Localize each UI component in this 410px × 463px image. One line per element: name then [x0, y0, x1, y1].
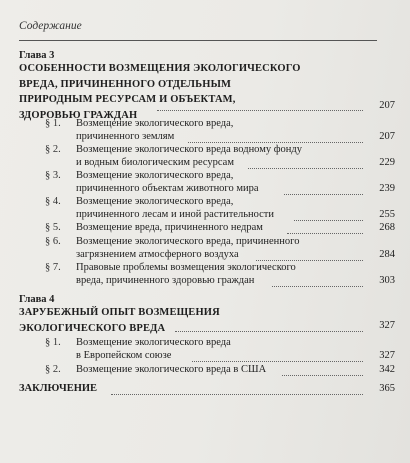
section-leader — [294, 220, 363, 221]
running-header: Содержание — [19, 20, 82, 32]
chapter-3-title-line: ВРЕДА, ПРИЧИНЕННОГО ОТДЕЛЬНЫМ — [19, 78, 232, 90]
section-leader — [256, 260, 363, 261]
section-title-line[interactable]: вреда, причиненного здоровью граждан — [76, 275, 255, 286]
section-title-line[interactable]: причиненного лесам и иной растительности — [76, 209, 274, 220]
section-title-line[interactable]: загрязнением атмосферного воздуха — [76, 249, 239, 260]
section-title-line[interactable]: Правовые проблемы возмещения экологического — [76, 262, 296, 273]
section-title-line[interactable]: Возмещение вреда, причиненного недрам — [76, 222, 263, 233]
section-leader — [272, 286, 363, 287]
section-number: § 1. — [45, 118, 61, 129]
section-title-line[interactable]: Возмещение экологического вреда в США — [76, 364, 267, 375]
chapter-4-leader — [175, 331, 363, 332]
chapter-4-label: Глава 4 — [19, 294, 55, 305]
section-title-line[interactable]: Возмещение экологического вреда — [76, 337, 231, 348]
section-number: § 2. — [45, 144, 61, 155]
section-title-line[interactable]: в Европейском союзе — [76, 350, 172, 361]
section-number: § 7. — [45, 262, 61, 273]
chapter-3-page[interactable]: 207 — [379, 100, 395, 111]
header-rule — [19, 40, 377, 41]
section-page[interactable]: 303 — [379, 275, 395, 286]
section-leader — [188, 142, 363, 143]
section-page[interactable]: 268 — [379, 222, 395, 233]
section-number: § 4. — [45, 196, 61, 207]
section-title-line[interactable]: Возмещение экологического вреда водному фонду — [76, 144, 303, 155]
chapter-3-title-line: ЗДОРОВЬЮ ГРАЖДАН — [19, 109, 138, 121]
section-page[interactable]: 239 — [379, 183, 395, 194]
section-page[interactable]: 229 — [379, 157, 395, 168]
chapter-3-leader — [157, 110, 363, 111]
chapter-3-title-line: ОСОБЕННОСТИ ВОЗМЕЩЕНИЯ ЭКОЛОГИЧЕСКОГО — [19, 63, 301, 74]
chapter-3-title — [19, 61, 301, 123]
chapter-3-title-line: ПРИРОДНЫМ РЕСУРСАМ И ОБЪЕКТАМ, — [19, 94, 236, 105]
section-number: § 6. — [45, 236, 61, 247]
chapter-4-title-line: ЭКОЛОГИЧЕСКОГО ВРЕДА — [19, 322, 166, 334]
section-title-line[interactable]: Возмещение экологического вреда, — [76, 118, 234, 129]
section-leader — [248, 168, 363, 169]
section-leader — [287, 233, 363, 234]
section-page[interactable]: 255 — [379, 209, 395, 220]
section-page[interactable]: 284 — [379, 249, 395, 260]
section-title-line[interactable]: Возмещение экологического вреда, — [76, 170, 234, 181]
chapter-3-label: Глава 3 — [19, 50, 55, 61]
conclusion-leader — [111, 394, 363, 395]
section-title-line[interactable]: Возмещение экологического вреда, причиненного — [76, 236, 300, 247]
section-title-line[interactable]: причиненного землям — [76, 131, 175, 142]
section-page[interactable]: 207 — [379, 131, 395, 142]
section-number: § 5. — [45, 222, 61, 233]
section-page[interactable]: 327 — [379, 350, 395, 361]
chapter-4-page[interactable]: 327 — [379, 320, 395, 331]
section-title-line[interactable]: причиненного объектам животного мира — [76, 183, 259, 194]
chapter-4-title-line: ЗАРУБЕЖНЫЙ ОПЫТ ВОЗМЕЩЕНИЯ — [19, 307, 220, 318]
section-leader — [284, 194, 363, 195]
conclusion-page[interactable]: 365 — [379, 383, 395, 394]
section-title-line[interactable]: и водным биологическим ресурсам — [76, 157, 234, 168]
section-number: § 2. — [45, 364, 61, 375]
section-page[interactable]: 342 — [379, 364, 395, 375]
section-number: § 1. — [45, 337, 61, 348]
conclusion-label[interactable]: ЗАКЛЮЧЕНИЕ — [19, 383, 98, 394]
section-leader — [192, 361, 363, 362]
section-title-line[interactable]: Возмещение экологического вреда, — [76, 196, 234, 207]
section-number: § 3. — [45, 170, 61, 181]
section-leader — [282, 375, 363, 376]
